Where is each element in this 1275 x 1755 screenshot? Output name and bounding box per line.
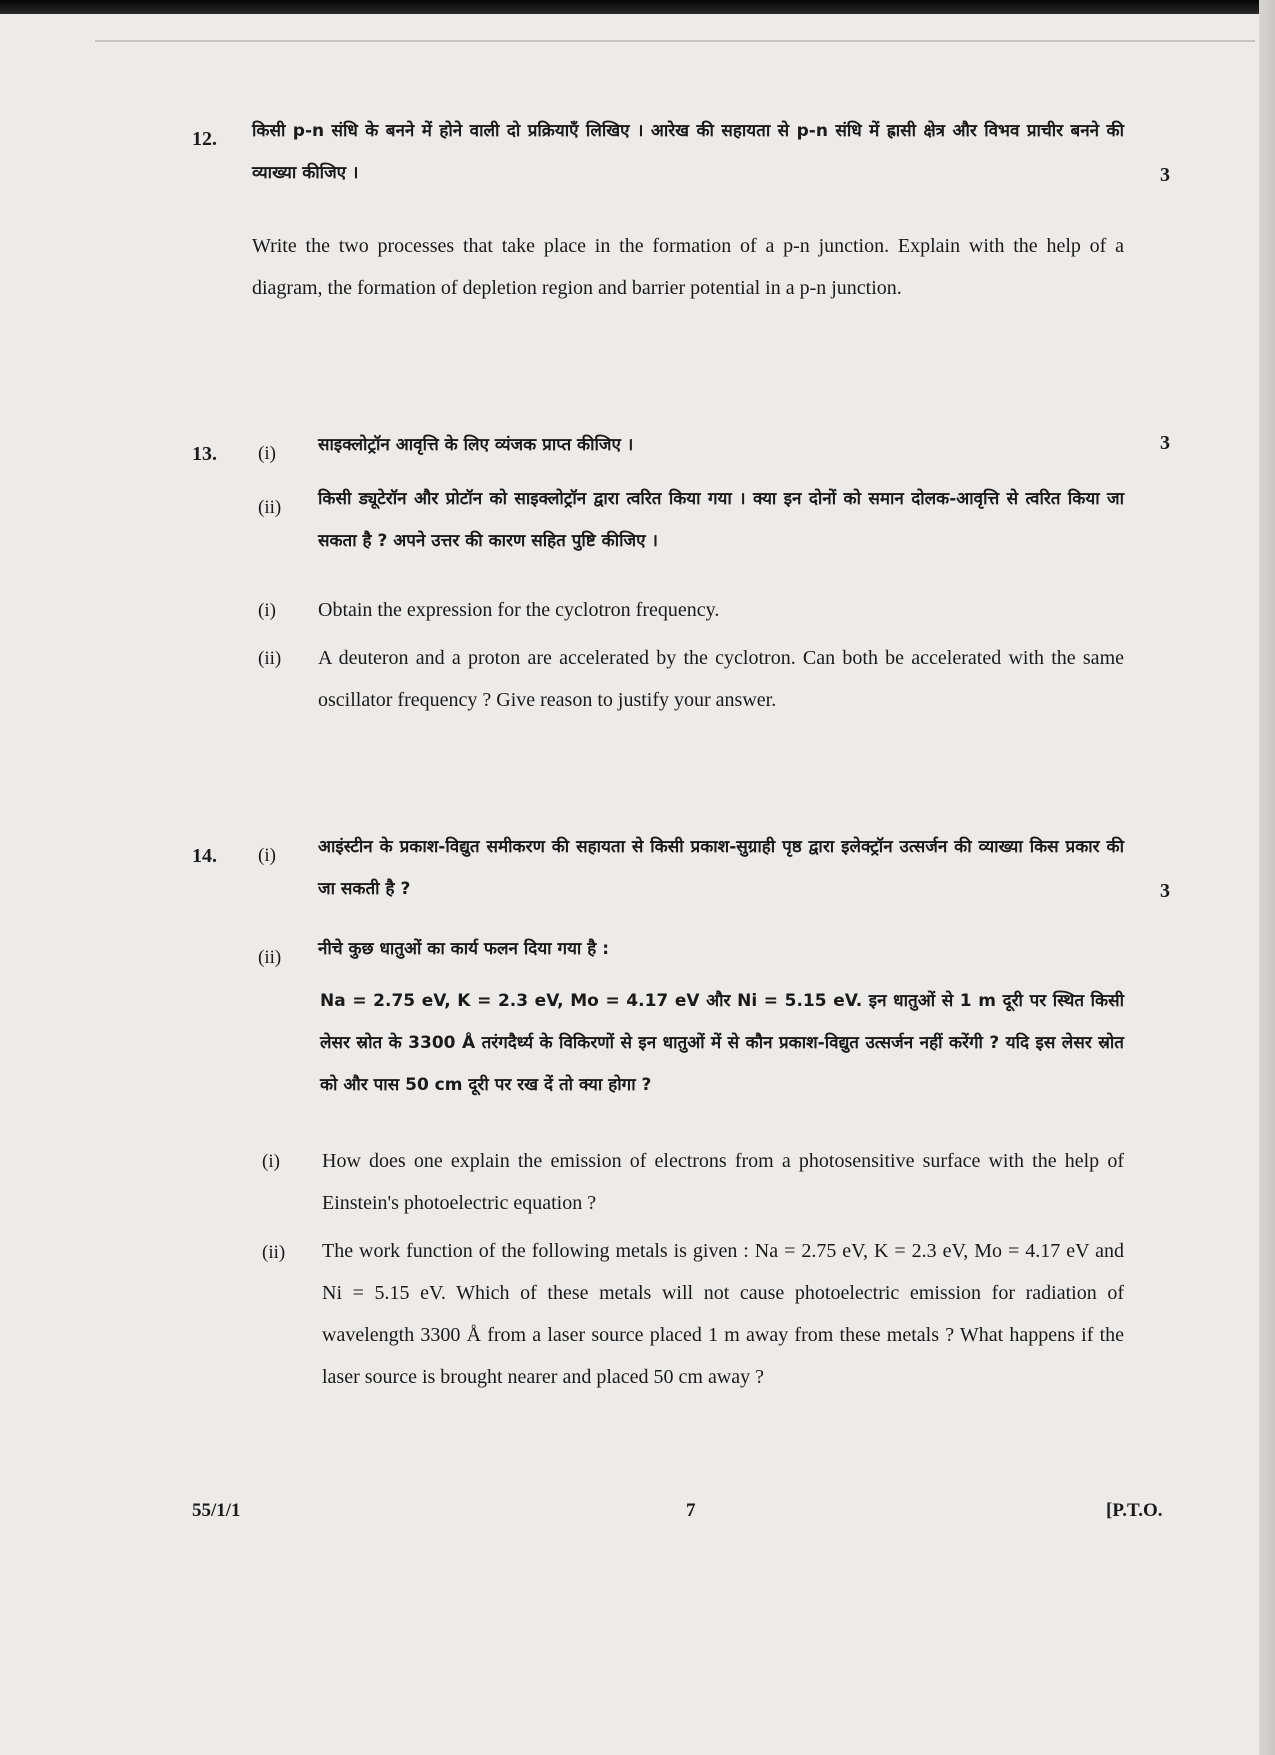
question-13-hindi-i: साइक्लोट्रॉन आवृत्ति के लिए व्यंजक प्राप्त कीजिए । xyxy=(318,435,634,455)
question-13-hindi-i-label: (i) xyxy=(258,443,276,464)
question-13-english-i: Obtain the expression for the cyclotron frequency. xyxy=(318,599,720,621)
question-13-hindi-ii: किसी ड्यूटेरॉन और प्रोटॉन को साइक्लोट्रॉन द्वारा त्वरित किया गया । क्या इन दोनों को समान दोलक-आवृत्ति से त्वरित किया जा सकता है ? अपने उत्तर की कारण सहित पुष्टि कीजिए । xyxy=(318,489,1124,551)
question-12-marks: 3 xyxy=(1160,164,1170,186)
question-14-number: 14. xyxy=(192,845,217,867)
question-12-english: Write the two processes that take place in the formation of a p-n junction. Explain with the help of a diagram, the formation of depletion region and barrier potential in a p-n junction. xyxy=(252,235,1124,299)
question-13-english-i-label: (i) xyxy=(258,600,276,621)
question-12-hindi: किसी p-n संधि के बनने में होने वाली दो प्रक्रियाएँ लिखिए । आरेख की सहायता से p-n संधि में ह्रासी क्षेत्र और विभव प्राचीर बनने की व्याख्या कीजिए । xyxy=(252,121,1124,183)
question-14-hindi-i: आइंस्टीन के प्रकाश-विद्युत समीकरण की सहायता से किसी प्रकाश-सुग्राही पृष्ठ द्वारा इलेक्ट्रॉन उत्सर्जन की व्याख्या किस प्रकार की जा सकती है ? xyxy=(318,837,1124,899)
question-14-english-ii-label: (ii) xyxy=(262,1242,286,1263)
question-13-english-ii-label: (ii) xyxy=(258,648,282,669)
question-14-marks: 3 xyxy=(1160,880,1170,902)
question-12-number: 12. xyxy=(192,128,217,150)
question-13-number: 13. xyxy=(192,443,217,465)
question-13-hindi-ii-label: (ii) xyxy=(258,497,282,518)
question-14-english-i-label: (i) xyxy=(262,1151,280,1172)
page-number: 7 xyxy=(686,1500,696,1521)
paper-code: 55/1/1 xyxy=(192,1500,241,1521)
question-14-english-i: How does one explain the emission of electrons from a photosensitive surface with the help of Einstein's photoelectric equation ? xyxy=(322,1150,1124,1214)
question-13-marks: 3 xyxy=(1160,432,1170,454)
question-14-hindi-ii-intro: नीचे कुछ धातुओं का कार्य फलन दिया गया है : xyxy=(318,939,609,959)
question-13-english-ii: A deuteron and a proton are accelerated by the cyclotron. Can both be accelerated with the same oscillator frequency ? Give reason to justify your answer. xyxy=(318,647,1124,711)
question-14-hindi-ii-label: (ii) xyxy=(258,947,282,968)
question-14-english-ii: The work function of the following metals is given : Na = 2.75 eV, K = 2.3 eV, Mo = 4.17 eV and Ni = 5.15 eV. Which of these metals will not cause photoelectric emission for radiation of wavelength 3300 Å from a laser source placed 1 m away from these metals ? What happens if the laser source is brought nearer and placed 50 cm away ? xyxy=(322,1240,1124,1388)
please-turn-over: [P.T.O. xyxy=(1106,1500,1163,1521)
question-14-hindi-ii-body: Na = 2.75 eV, K = 2.3 eV, Mo = 4.17 eV और Ni = 5.15 eV. इन धातुओं से 1 m दूरी पर स्थित किसी लेसर स्रोत के 3300 Å तरंगदैर्ध्य के विकिरणों से इन धातुओं में से कौन प्रकाश-विद्युत उत्सर्जन नहीं करेंगी ? यदि इस लेसर स्रोत को और पास 50 cm दूरी पर रख दें तो क्या होगा ? xyxy=(320,991,1124,1095)
question-14-hindi-i-label: (i) xyxy=(258,845,276,866)
